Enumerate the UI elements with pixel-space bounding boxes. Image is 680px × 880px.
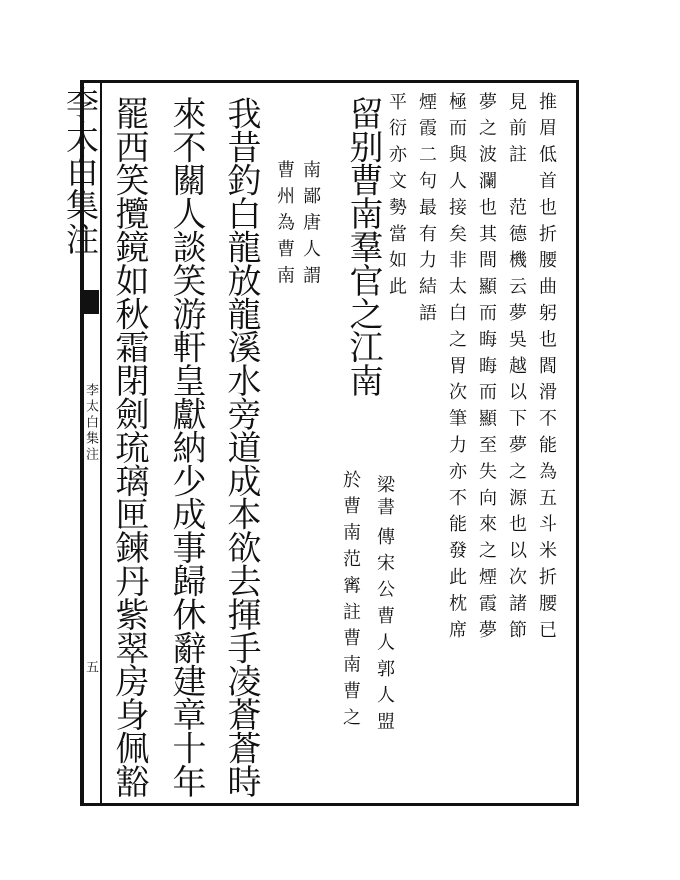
commentary-column-4: 極而與人接矣非太白之胃次筆力亦不能發此枕席 <box>446 92 467 647</box>
commentary-column-6: 平衍亦文勢當如此 <box>386 92 407 304</box>
spine-label: 李太白集注 <box>83 383 98 463</box>
poem-line-3: 罷西笑攬鏡如秋霜閉劍琉璃匣鍊丹紫翠房身佩豁 <box>109 96 149 798</box>
commentary-column-3: 夢之波瀾也其間顯而晦晦而顯至失向來之煙霞夢 <box>476 92 497 647</box>
page-border-right <box>576 80 578 806</box>
commentary-column-1: 推眉低首也折腰曲躬也閻滑不能為五斗米折腰已 <box>536 92 557 647</box>
commentary-column-5: 煙霞二句最有力結語 <box>416 92 437 330</box>
commentary-column-2: 見前註 范德機云夢吳越以下夢之源也以次諸節 <box>506 92 527 647</box>
title-note-3: 於曹南范寗註曹南曹之 <box>340 470 361 734</box>
poem-line-2: 來不關人談笑游軒皇獻納少成事歸休辭建章十年 <box>166 96 206 798</box>
spine-page-number: 五 <box>83 660 98 673</box>
title-note-5: 曹州為曹南 <box>274 160 295 292</box>
poem-title: 留别曹南羣官之江南 <box>343 96 383 397</box>
title-note-4: 南鄙唐人謂 <box>300 160 321 292</box>
title-note-2: 傳宋公曹人郭人盟 <box>374 527 395 739</box>
poem-line-1: 我昔釣白龍放龍溪水旁道成本欲去揮手凌蒼蒼時 <box>221 96 261 798</box>
spine-black-mark <box>81 290 99 314</box>
spine-title: 李太白集注 <box>61 86 100 256</box>
title-note-1: 梁書 <box>374 475 395 519</box>
